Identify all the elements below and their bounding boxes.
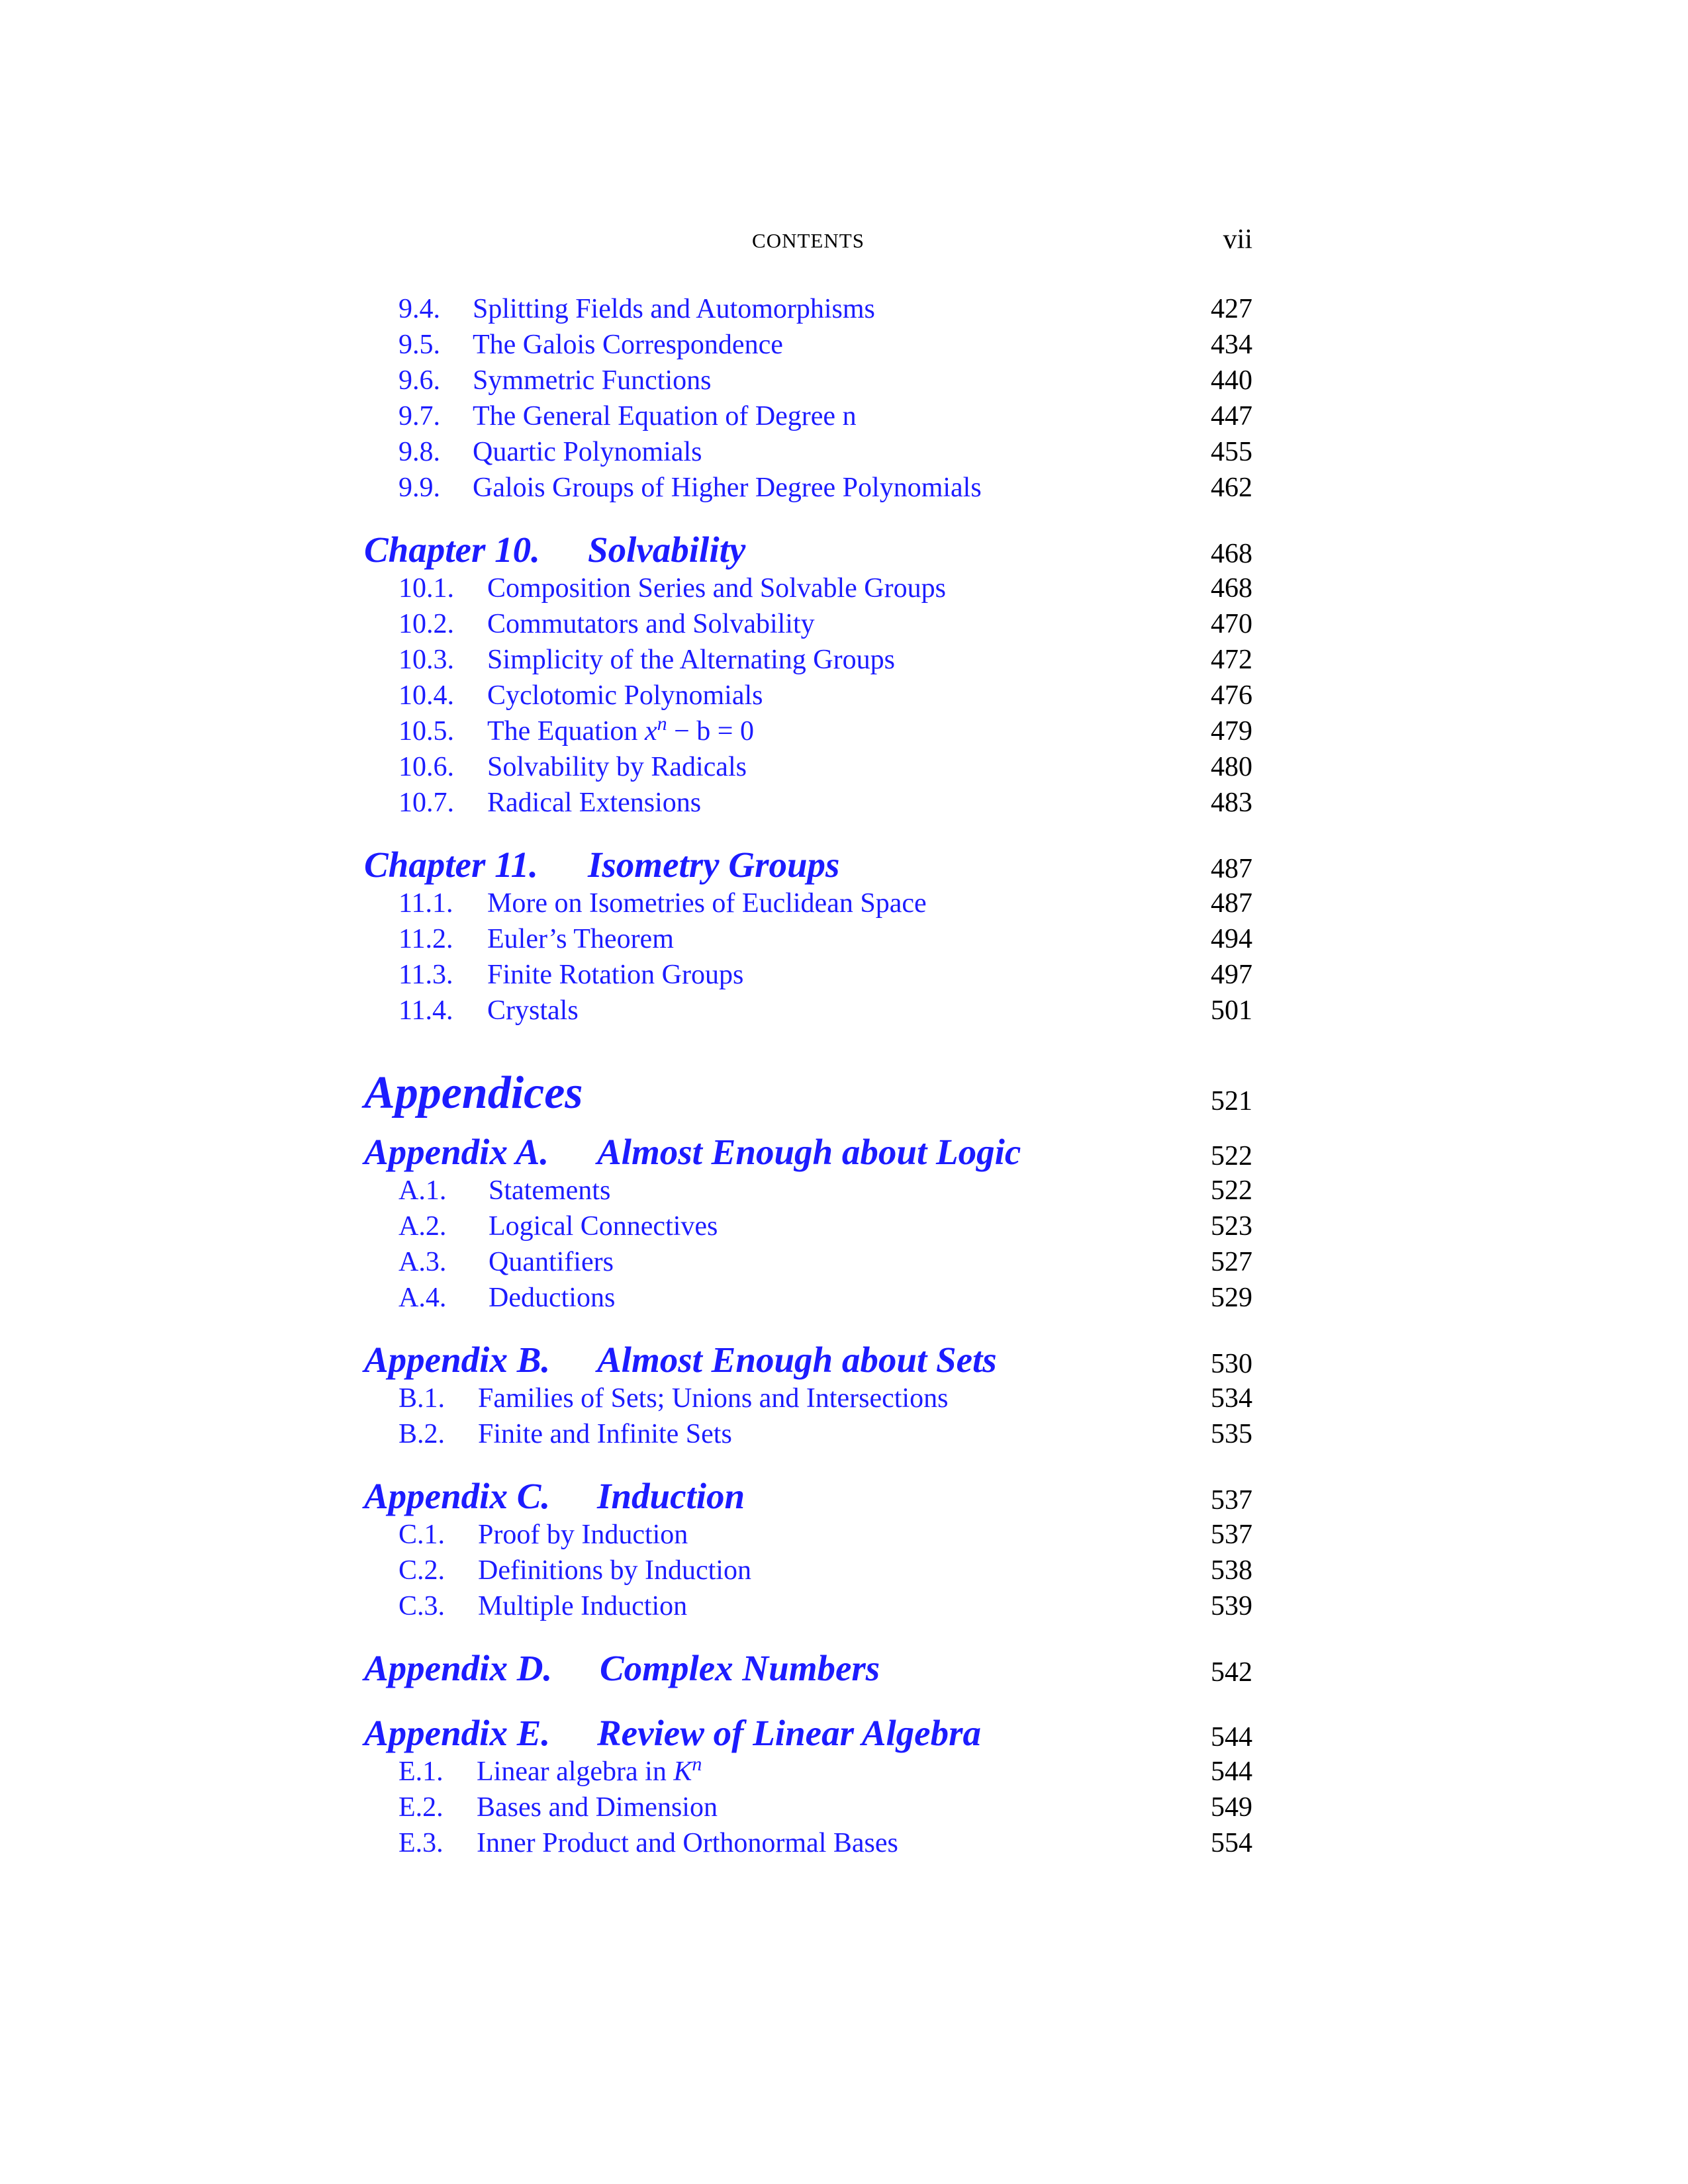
section-number: 11.3. <box>399 960 453 990</box>
section-page: 470 <box>1211 609 1252 639</box>
section-title[interactable]: Euler’s Theorem <box>487 924 674 954</box>
section-page: 529 <box>1211 1283 1252 1313</box>
section-number: A.1. <box>399 1175 447 1206</box>
section-title[interactable]: Finite and Infinite Sets <box>478 1419 732 1449</box>
section-number: 9.4. <box>399 294 440 324</box>
toc-entry-11-4[interactable] <box>364 993 1252 1028</box>
section-title[interactable]: Radical Extensions <box>487 788 702 818</box>
section-page: 494 <box>1211 924 1252 954</box>
section-number: A.3. <box>399 1247 447 1277</box>
toc-entry-10-5[interactable] <box>364 713 1252 749</box>
section-page: 468 <box>1211 573 1252 604</box>
toc-entry-10-7[interactable] <box>364 785 1252 821</box>
section-title[interactable]: More on Isometries of Euclidean Space <box>487 888 927 919</box>
section-number: 9.6. <box>399 365 440 396</box>
toc-entry-a-2[interactable] <box>364 1208 1252 1244</box>
section-page: 479 <box>1211 716 1252 747</box>
section-page: 440 <box>1211 365 1252 396</box>
toc-entry-e-1[interactable] <box>364 1754 1252 1790</box>
section-page: 497 <box>1211 960 1252 990</box>
math-exponent-n: n <box>657 713 667 735</box>
appendix-page: 542 <box>1211 1657 1252 1688</box>
toc-entry-e-2[interactable] <box>364 1790 1252 1825</box>
appendix-title[interactable]: Almost Enough about Sets <box>597 1340 997 1380</box>
section-title[interactable]: Symmetric Functions <box>473 365 712 396</box>
section-page: 483 <box>1211 788 1252 818</box>
toc-entry-10-1[interactable] <box>364 570 1252 606</box>
section-number: C.1. <box>399 1520 445 1550</box>
appendix-title[interactable]: Review of Linear Algebra <box>597 1713 981 1753</box>
section-number: A.2. <box>399 1211 447 1242</box>
section-page: 527 <box>1211 1247 1252 1277</box>
title-text: The Equation <box>487 716 645 747</box>
appendices-part-heading[interactable] <box>364 1067 1252 1120</box>
toc-entry-c-2[interactable] <box>364 1553 1252 1588</box>
section-number: 9.9. <box>399 473 440 503</box>
toc-entry-10-3[interactable] <box>364 642 1252 678</box>
section-title[interactable]: Quantifiers <box>489 1247 614 1277</box>
part-title[interactable]: Appendices <box>364 1068 583 1118</box>
section-title[interactable]: Solvability by Radicals <box>487 752 747 782</box>
part-page: 521 <box>1211 1086 1252 1116</box>
section-number: B.1. <box>399 1383 445 1414</box>
running-head <box>364 224 1252 257</box>
toc-entry-a-4[interactable] <box>364 1280 1252 1316</box>
toc-entry-e-3[interactable] <box>364 1825 1252 1861</box>
section-number: 10.2. <box>399 609 454 639</box>
section-title[interactable]: Cyclotomic Polynomials <box>487 680 763 711</box>
toc-entry-9-5[interactable] <box>364 327 1252 363</box>
appendix-c-heading[interactable] <box>364 1476 1252 1517</box>
section-number: B.2. <box>399 1419 445 1449</box>
section-title[interactable]: Simplicity of the Alternating Groups <box>487 645 895 675</box>
section-page: 501 <box>1211 995 1252 1026</box>
section-page: 462 <box>1211 473 1252 503</box>
chapter-page: 468 <box>1211 539 1252 569</box>
section-title[interactable]: Composition Series and Solvable Groups <box>487 573 946 604</box>
section-number: C.3. <box>399 1591 445 1621</box>
appendix-title[interactable]: Complex Numbers <box>600 1648 880 1688</box>
toc-entry-a-3[interactable] <box>364 1244 1252 1280</box>
section-number: 10.3. <box>399 645 454 675</box>
section-title[interactable]: Families of Sets; Unions and Intersections <box>478 1383 949 1414</box>
section-page: 554 <box>1211 1828 1252 1858</box>
section-page: 535 <box>1211 1419 1252 1449</box>
appendix-title[interactable]: Induction <box>597 1476 745 1516</box>
section-title[interactable]: Splitting Fields and Automorphisms <box>473 294 875 324</box>
appendix-page: 544 <box>1211 1722 1252 1752</box>
section-page: 427 <box>1211 294 1252 324</box>
appendix-page: 530 <box>1211 1349 1252 1379</box>
section-title[interactable]: The Galois Correspondence <box>473 330 783 360</box>
toc-entry-10-4[interactable] <box>364 678 1252 713</box>
section-title[interactable]: Logical Connectives <box>489 1211 718 1242</box>
appendix-label: Appendix A. <box>364 1132 549 1172</box>
appendix-b-heading[interactable] <box>364 1340 1252 1381</box>
section-number: E.1. <box>399 1756 444 1787</box>
toc-entry-c-3[interactable] <box>364 1588 1252 1624</box>
chapter-label: Chapter 10. <box>364 529 540 570</box>
section-title[interactable]: Statements <box>489 1175 611 1206</box>
chapter-label: Chapter 11. <box>364 844 538 885</box>
section-title[interactable]: The General Equation of Degree n <box>473 401 857 432</box>
toc-entry-11-2[interactable] <box>364 921 1252 957</box>
math-exponent-n: n <box>692 1753 702 1775</box>
toc-entry-11-1[interactable] <box>364 886 1252 921</box>
math-variable-x: x <box>644 716 657 747</box>
toc-entry-b-2[interactable] <box>364 1416 1252 1452</box>
section-number: 10.1. <box>399 573 454 604</box>
section-title[interactable]: Deductions <box>489 1283 616 1313</box>
toc-entry-c-1[interactable] <box>364 1517 1252 1553</box>
section-number: 11.1. <box>399 888 453 919</box>
toc-entry-10-2[interactable] <box>364 606 1252 642</box>
section-number: 9.7. <box>399 401 440 432</box>
folio-page-number: vii <box>1223 224 1252 255</box>
chapter-11-heading[interactable] <box>364 844 1252 886</box>
section-title-with-math[interactable] <box>477 1754 702 1790</box>
title-text: Linear algebra in <box>477 1756 674 1787</box>
section-number: A.4. <box>399 1283 447 1313</box>
chapter-page: 487 <box>1211 854 1252 884</box>
section-title-with-math[interactable] <box>487 713 754 749</box>
toc-entry-10-6[interactable] <box>364 749 1252 785</box>
toc-entry-9-6[interactable] <box>364 363 1252 398</box>
section-title[interactable]: Quartic Polynomials <box>473 437 702 467</box>
chapter-title[interactable]: Isometry Groups <box>588 844 840 885</box>
appendix-a-heading[interactable] <box>364 1132 1252 1173</box>
section-page: 522 <box>1211 1175 1252 1206</box>
appendix-e-heading[interactable] <box>364 1713 1252 1754</box>
section-page: 434 <box>1211 330 1252 360</box>
appendix-label: Appendix B. <box>364 1340 551 1380</box>
section-page: 455 <box>1211 437 1252 467</box>
toc-entry-9-9[interactable] <box>364 470 1252 506</box>
toc-entry-11-3[interactable] <box>364 957 1252 993</box>
table-of-contents <box>364 291 1252 1861</box>
appendix-title[interactable]: Almost Enough about Logic <box>597 1132 1021 1172</box>
section-number: E.3. <box>399 1828 444 1858</box>
toc-entry-9-4[interactable] <box>364 291 1252 327</box>
toc-entry-b-1[interactable] <box>364 1381 1252 1416</box>
appendix-label: Appendix D. <box>364 1648 553 1688</box>
section-number: 11.4. <box>399 995 453 1026</box>
section-title[interactable]: Bases and Dimension <box>477 1792 718 1823</box>
section-page: 487 <box>1211 888 1252 919</box>
section-title[interactable]: Definitions by Induction <box>478 1555 751 1586</box>
section-title[interactable]: Galois Groups of Higher Degree Polynomials <box>473 473 982 503</box>
section-page: 523 <box>1211 1211 1252 1242</box>
section-page: 544 <box>1211 1756 1252 1787</box>
toc-entry-a-1[interactable] <box>364 1173 1252 1208</box>
section-number: E.2. <box>399 1792 444 1823</box>
section-number: C.2. <box>399 1555 445 1586</box>
math-expression-rest: − b = 0 <box>667 716 754 747</box>
section-title[interactable]: Multiple Induction <box>478 1591 688 1621</box>
section-title[interactable]: Finite Rotation Groups <box>487 960 744 990</box>
section-title[interactable]: Commutators and Solvability <box>487 609 815 639</box>
section-number: 10.7. <box>399 788 454 818</box>
section-page: 480 <box>1211 752 1252 782</box>
section-number: 10.5. <box>399 716 454 747</box>
running-title: CONTENTS <box>752 229 865 252</box>
section-title[interactable]: Proof by Induction <box>478 1520 688 1550</box>
math-variable-k: K <box>673 1756 692 1787</box>
appendix-label: Appendix C. <box>364 1476 551 1516</box>
section-title[interactable]: Crystals <box>487 995 579 1026</box>
section-page: 539 <box>1211 1591 1252 1621</box>
section-number: 11.2. <box>399 924 453 954</box>
appendix-page: 537 <box>1211 1485 1252 1516</box>
section-title[interactable]: Inner Product and Orthonormal Bases <box>477 1828 898 1858</box>
section-number: 10.6. <box>399 752 454 782</box>
section-number: 10.4. <box>399 680 454 711</box>
section-page: 534 <box>1211 1383 1252 1414</box>
section-page: 476 <box>1211 680 1252 711</box>
section-page: 447 <box>1211 401 1252 432</box>
section-number: 9.5. <box>399 330 440 360</box>
toc-entry-9-8[interactable] <box>364 434 1252 470</box>
section-number: 9.8. <box>399 437 440 467</box>
appendix-label: Appendix E. <box>364 1713 551 1753</box>
toc-entry-9-7[interactable] <box>364 398 1252 434</box>
appendix-d-heading[interactable] <box>364 1648 1252 1689</box>
appendix-page: 522 <box>1211 1141 1252 1171</box>
section-page: 537 <box>1211 1520 1252 1550</box>
section-page: 549 <box>1211 1792 1252 1823</box>
section-page: 472 <box>1211 645 1252 675</box>
chapter-10-heading[interactable] <box>364 529 1252 570</box>
section-page: 538 <box>1211 1555 1252 1586</box>
chapter-title[interactable]: Solvability <box>588 529 746 570</box>
